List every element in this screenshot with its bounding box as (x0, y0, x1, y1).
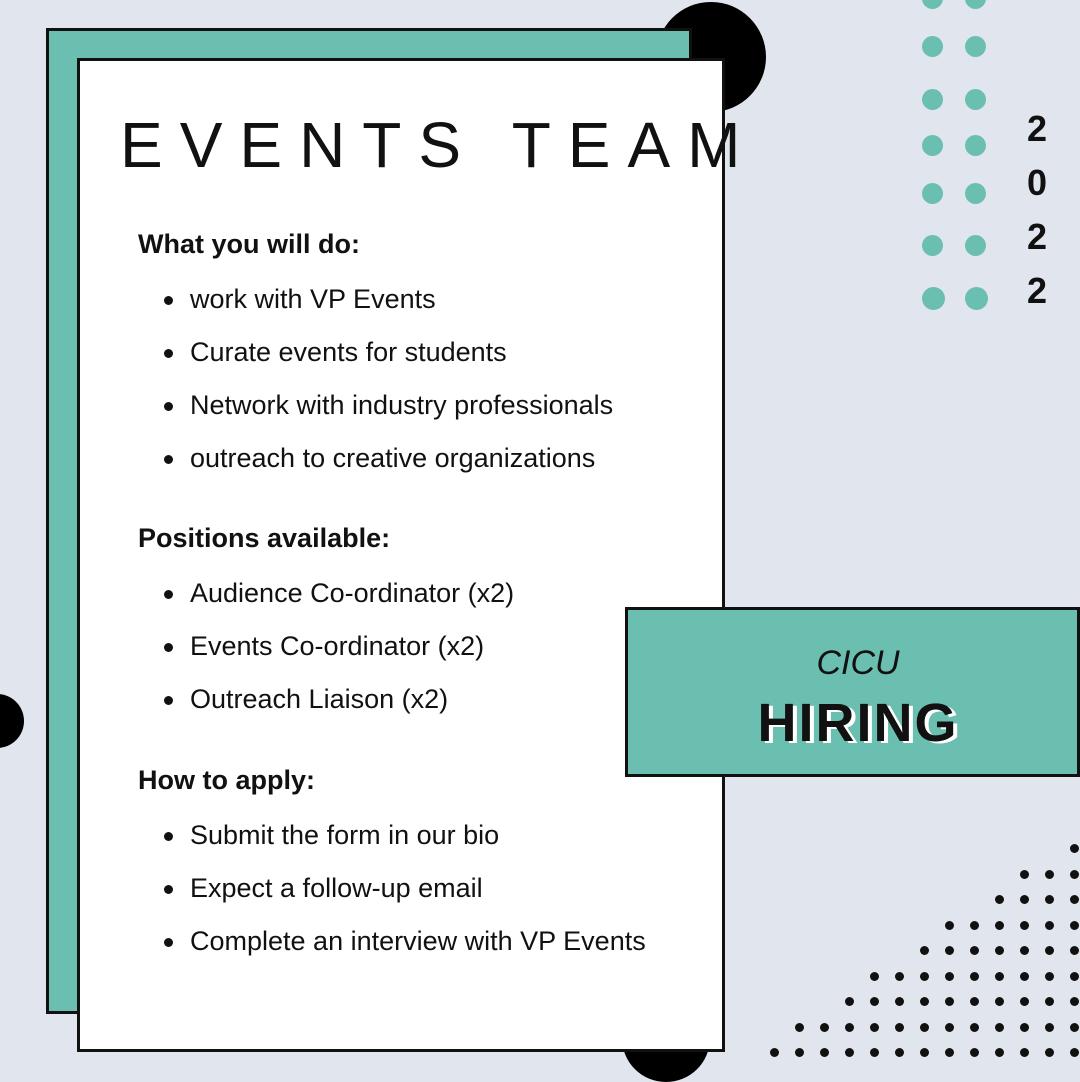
pattern-dot (995, 997, 1004, 1006)
pattern-dot (845, 1023, 854, 1032)
pattern-dot (1020, 921, 1029, 930)
pattern-dot (1045, 946, 1054, 955)
pattern-dot (945, 921, 954, 930)
content-card (77, 58, 758, 1052)
pattern-dot (895, 972, 904, 981)
section-heading-apply: How to apply: (138, 765, 315, 795)
pattern-dot (995, 921, 1004, 930)
pattern-dot (1070, 844, 1079, 853)
pattern-dot (895, 997, 904, 1006)
pattern-dot (995, 972, 1004, 981)
pattern-dot (1070, 870, 1079, 879)
pattern-dot (895, 1048, 904, 1057)
pattern-dot (945, 1023, 954, 1032)
pattern-dot (820, 1048, 829, 1057)
pattern-dot (795, 1023, 804, 1032)
pattern-dot (895, 1023, 904, 1032)
year-digit: 2 (1026, 108, 1048, 149)
pattern-dot (970, 921, 979, 930)
pattern-dot (1070, 972, 1079, 981)
pattern-dot (1020, 946, 1029, 955)
decorative-circle-left (0, 694, 24, 748)
tasks-list (164, 273, 613, 485)
pattern-dot (970, 1023, 979, 1032)
pattern-dot (970, 972, 979, 981)
list-item: Curate events for students (164, 326, 613, 379)
pattern-dot (1070, 1048, 1079, 1057)
pattern-dot (1045, 997, 1054, 1006)
pattern-dot (1045, 895, 1054, 904)
pattern-dot (1020, 1048, 1029, 1057)
pattern-dot (920, 1023, 929, 1032)
pattern-dot (995, 1048, 1004, 1057)
section-heading-positions: Positions available: (138, 523, 391, 553)
pattern-dot (1020, 972, 1029, 981)
pattern-dot (1020, 997, 1029, 1006)
page-title: EVENTS TEAM (120, 109, 758, 181)
pattern-dot (1045, 1048, 1054, 1057)
pattern-dot (1045, 921, 1054, 930)
list-item: work with VP Events (164, 273, 613, 326)
list-item: Complete an interview with VP Events (164, 915, 646, 968)
pattern-dot (820, 1023, 829, 1032)
pattern-dot (970, 997, 979, 1006)
pattern-dot (995, 946, 1004, 955)
list-item: Submit the form in our bio (164, 809, 646, 862)
list-item: outreach to creative organizations (164, 432, 613, 485)
positions-list (164, 567, 514, 726)
section-heading-tasks: What you will do: (138, 229, 360, 259)
pattern-dot (1070, 921, 1079, 930)
pattern-dot (995, 1023, 1004, 1032)
pattern-dot (1070, 895, 1079, 904)
pattern-dot (770, 1048, 779, 1057)
pattern-dot (995, 895, 1004, 904)
hiring-badge (625, 607, 1080, 777)
pattern-dot (1070, 997, 1079, 1006)
pattern-dot (845, 1048, 854, 1057)
list-item: Events Co-ordinator (x2) (164, 620, 514, 673)
pattern-dot (1020, 870, 1029, 879)
pattern-dot (1045, 1023, 1054, 1032)
hiring-label: HIRING (757, 693, 959, 753)
pattern-dot (920, 997, 929, 1006)
pattern-dot (870, 997, 879, 1006)
pattern-dot (1070, 1023, 1079, 1032)
pattern-dot (870, 972, 879, 981)
pattern-dot (945, 946, 954, 955)
list-item: Network with industry professionals (164, 379, 613, 432)
pattern-dot (1020, 895, 1029, 904)
pattern-dot (945, 997, 954, 1006)
apply-list (164, 809, 646, 968)
year-digit: 2 (1026, 270, 1048, 311)
pattern-dot (870, 1048, 879, 1057)
pattern-dot (920, 972, 929, 981)
pattern-dot (1020, 1023, 1029, 1032)
org-name: CICU (816, 644, 900, 682)
year-digit: 2 (1026, 216, 1048, 257)
pattern-dot (920, 1048, 929, 1057)
year-digit: 0 (1026, 162, 1048, 203)
pattern-dot (1070, 946, 1079, 955)
pattern-dot (945, 1048, 954, 1057)
pattern-dot (945, 972, 954, 981)
pattern-dot (920, 946, 929, 955)
list-item: Expect a follow-up email (164, 862, 646, 915)
list-item: Audience Co-ordinator (x2) (164, 567, 514, 620)
pattern-dot (795, 1048, 804, 1057)
pattern-dot (1045, 870, 1054, 879)
pattern-dot (845, 997, 854, 1006)
pattern-dot (970, 1048, 979, 1057)
list-item: Outreach Liaison (x2) (164, 673, 514, 726)
pattern-dot (870, 1023, 879, 1032)
pattern-dot (970, 946, 979, 955)
pattern-dot (1045, 972, 1054, 981)
